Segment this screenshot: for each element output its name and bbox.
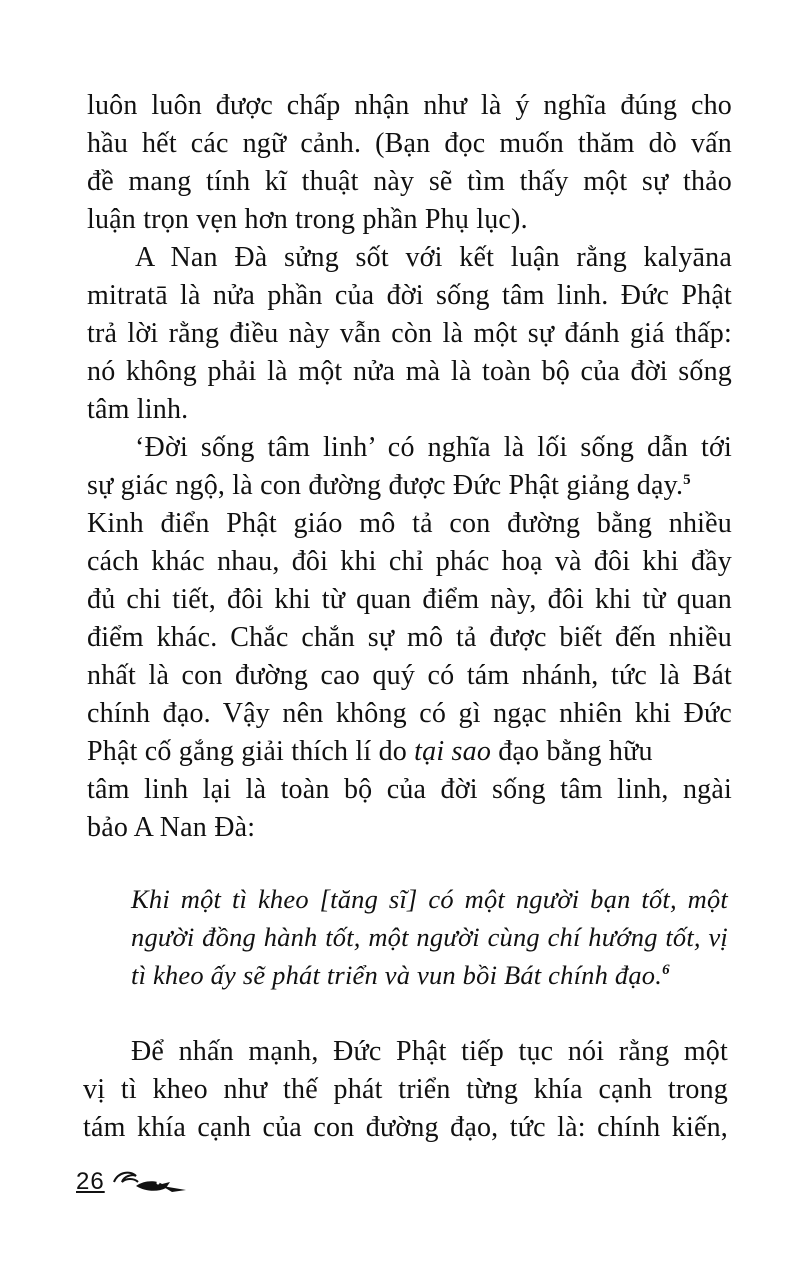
body-line: bảo A Nan Đà: [87, 812, 256, 843]
quote-line: người đồng hành tốt, một người cùng chí hướng tốt, vị [131, 922, 728, 952]
footnote-marker: 6 [662, 962, 670, 978]
bird-flourish-icon [112, 1162, 192, 1198]
body-line: tâm linh. [87, 394, 189, 425]
body-text: đạo bằng hữu [491, 736, 653, 767]
body-line: A Nan Đà sửng sốt với kết luận rằng kalyāna [135, 242, 732, 273]
quote-line-with-note [131, 959, 670, 991]
body-line: hầu hết các ngữ cảnh. (Bạn đọc muốn thăm dò vấn [87, 128, 732, 159]
body-line-mixed [87, 736, 653, 768]
body-line: ‘Đời sống tâm linh’ có nghĩa là lối sống dẫn tới [135, 432, 732, 463]
body-line-with-note [87, 470, 691, 502]
footnote-marker: 5 [683, 472, 691, 488]
body-line: nhất là con đường cao quý có tám nhánh, tức là Bát [87, 660, 732, 691]
body-line: đề mang tính kĩ thuật này sẽ tìm thấy một sự thảo [87, 166, 732, 197]
body-line: Kinh điển Phật giáo mô tả con đường bằng nhiều [87, 508, 732, 539]
body-line: điểm khác. Chắc chắn sự mô tả được biết đến nhiều [87, 622, 732, 653]
body-line: đủ chi tiết, đôi khi từ quan điểm này, đôi khi từ quan [87, 584, 732, 615]
body-line: trả lời rằng điều này vẫn còn là một sự đánh giá thấp: [87, 318, 732, 349]
body-line: nó không phải là một nửa mà là toàn bộ của đời sống [87, 356, 732, 387]
page-number: 26 [76, 1168, 105, 1195]
body-line: luận trọn vẹn hơn trong phần Phụ lục). [87, 204, 528, 235]
quote-line: Khi một tì kheo [tăng sĩ] có một người bạn tốt, một [131, 884, 728, 914]
body-line: tâm linh lại là toàn bộ của đời sống tâm linh, ngài [87, 774, 732, 805]
body-line: luôn luôn được chấp nhận như là ý nghĩa đúng cho [87, 90, 732, 121]
body-text: Phật cố gắng giải thích lí do [87, 736, 415, 767]
body-line: cách khác nhau, đôi khi chỉ phác hoạ và đôi khi đầy [87, 546, 732, 577]
body-line: tám khía cạnh của con đường đạo, tức là: chính kiến, [83, 1112, 728, 1143]
body-line: mitratā là nửa phần của đời sống tâm linh. Đức Phật [87, 280, 732, 311]
body-text: sự giác ngộ, là con đường được Đức Phật giảng dạy. [87, 470, 684, 501]
body-line: Để nhấn mạnh, Đức Phật tiếp tục nói rằng một [131, 1036, 728, 1067]
quote-text: tì kheo ấy sẽ phát triển và vun bồi Bát chính đạo. [131, 960, 663, 990]
emphasis-text: tại sao [414, 736, 492, 767]
body-line: vị tì kheo như thế phát triển từng khía cạnh trong [83, 1074, 728, 1105]
body-line: chính đạo. Vậy nên không có gì ngạc nhiên khi Đức [87, 698, 732, 729]
